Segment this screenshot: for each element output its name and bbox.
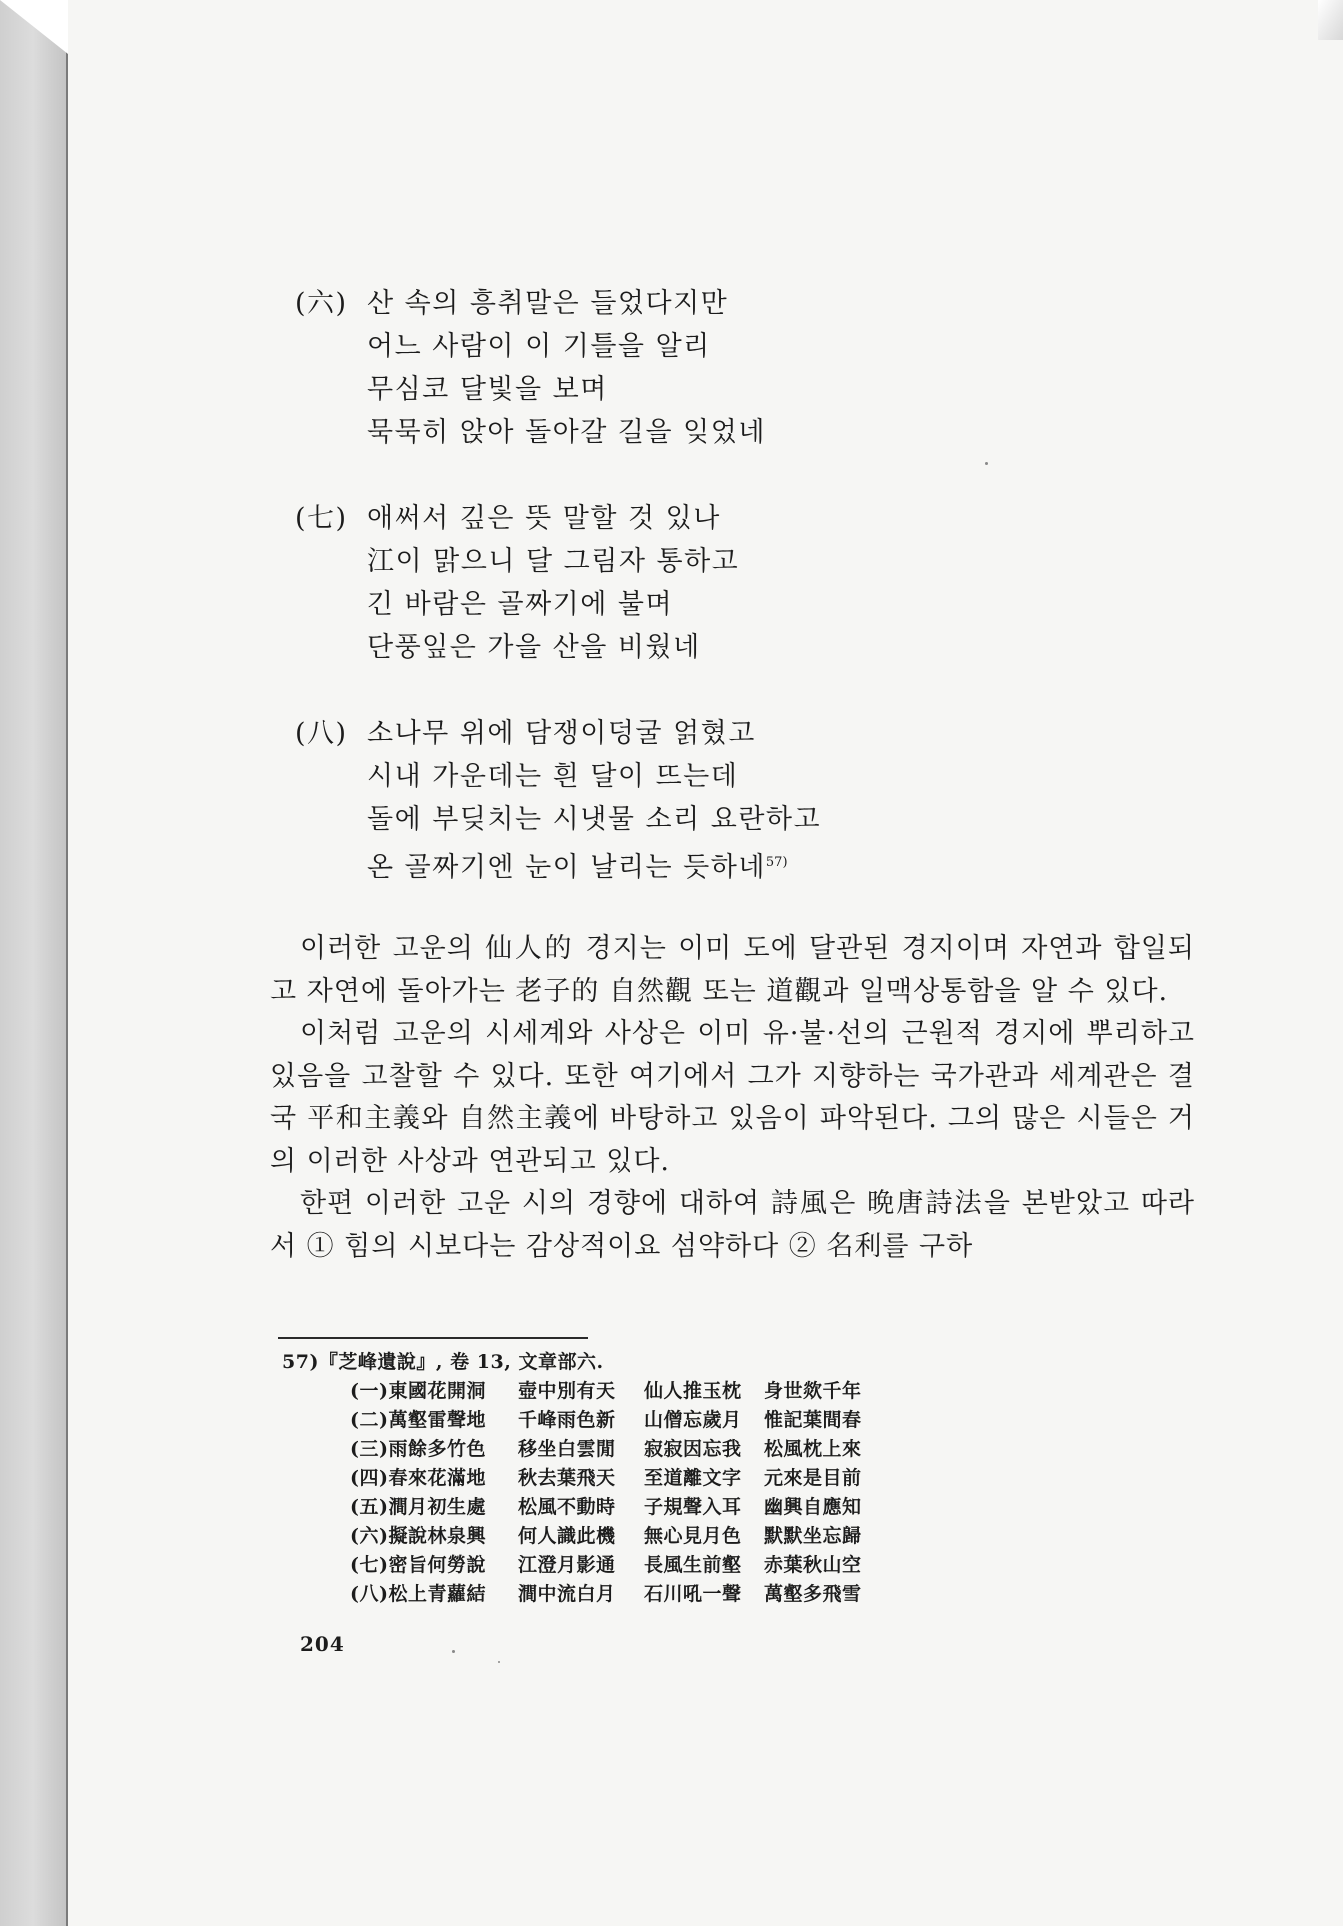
page-corner-shadow [1318, 0, 1343, 40]
poem-number: (六) [295, 288, 348, 319]
page-number: 204 [300, 1632, 345, 1656]
verse-phrase: 山僧忘歲月 [644, 1409, 742, 1431]
footnote-divider [278, 1337, 588, 1339]
poem-line-text: 무심코 달빛을 보며 [367, 374, 608, 405]
poem-line [295, 282, 766, 325]
paragraph: 이처럼 고운의 시세계와 사상은 이미 유·불·선의 근원적 경지에 뿌리하고 있음을 고찰할 수 있다. 또한 여기에서 그가 지향하는 국가관과 세계관은 결국 平和主義와 自然主義에 바탕하고 있음이 파악된다. 그의 많은 시들은 거의 이러한 사상과 연관되고 있다. [270, 1018, 1195, 1177]
poem-line [295, 798, 821, 841]
verse-phrase: 長風生前壑 [644, 1554, 742, 1576]
footnote-verse-row [282, 1377, 884, 1406]
paragraph: 한편 이러한 고운 시의 경향에 대하여 詩風은 晩唐詩法을 본받았고 따라서 ① 힘의 시보다는 감상적이요 섬약하다 ② 名利를 구하 [270, 1188, 1195, 1262]
book-spine [0, 0, 68, 1926]
footnote-verse-row [282, 1464, 884, 1493]
poem-line [295, 755, 821, 798]
verse-phrase: 身世欻千年 [764, 1380, 862, 1402]
poem-line-text: 시내 가운데는 흰 달이 뜨는데 [367, 761, 739, 792]
poem-line [295, 841, 821, 884]
verse-phrase: (六)擬說林泉興 [350, 1525, 486, 1547]
poem-line-text: 돌에 부딪치는 시냇물 소리 요란하고 [367, 804, 822, 835]
poem-stanza-7 [295, 497, 739, 669]
verse-phrase: 仙人推玉枕 [644, 1380, 742, 1402]
verse-phrase: (三)雨餘多竹色 [350, 1438, 486, 1460]
footnote [282, 1348, 884, 1609]
verse-phrase: 松風枕上來 [764, 1438, 862, 1460]
poem-number: (八) [295, 718, 348, 749]
footnote-reference[interactable]: 57) [765, 855, 788, 870]
poem-line [295, 325, 766, 368]
poem-line [295, 540, 739, 583]
poem-line-text: 애써서 깊은 뜻 말할 것 있나 [367, 503, 721, 534]
verse-phrase: 元來是目前 [764, 1467, 862, 1489]
verse-phrase: (五)澗月初生處 [350, 1496, 486, 1518]
paragraph: 이러한 고운의 仙人的 경지는 이미 도에 달관된 경지이며 자연과 합일되고 자연에 돌아가는 老子的 自然觀 또는 道觀과 일맥상통함을 알 수 있다. [270, 933, 1195, 1007]
poem-stanza-8 [295, 712, 821, 884]
footnote-verse-row [282, 1406, 884, 1435]
verse-phrase: 秋去葉飛天 [518, 1467, 616, 1489]
verse-phrase: (一)東國花開洞 [350, 1380, 486, 1402]
verse-phrase: 寂寂因忘我 [644, 1438, 742, 1460]
poem-line-text: 온 골짜기엔 눈이 날리는 듯하네 [367, 852, 766, 883]
poem-line [295, 411, 766, 454]
verse-phrase: 何人識此機 [518, 1525, 616, 1547]
footnote-verse-row [282, 1435, 884, 1464]
poem-line-text: 소나무 위에 담쟁이덩굴 얽혔고 [367, 718, 756, 749]
verse-phrase: (四)春來花滿地 [350, 1467, 486, 1489]
verse-phrase: 無心見月色 [644, 1525, 742, 1547]
verse-phrase: 惟記葉間春 [764, 1409, 862, 1431]
poem-line-text: 江이 맑으니 달 그림자 통하고 [367, 546, 740, 577]
verse-phrase: 赤葉秋山空 [764, 1554, 862, 1576]
poem-number: (七) [295, 503, 348, 534]
verse-phrase: 至道離文字 [644, 1467, 742, 1489]
footnote-verse-row [282, 1580, 884, 1609]
poem-line-text: 어느 사람이 이 기틀을 알리 [367, 331, 711, 362]
verse-phrase: 幽興自應知 [764, 1496, 862, 1518]
scan-speck [985, 462, 988, 465]
verse-phrase: 千峰雨色新 [518, 1409, 616, 1431]
verse-phrase: (八)松上青蘿結 [350, 1583, 486, 1605]
verse-phrase: 壺中別有天 [518, 1380, 616, 1402]
footnote-verse-row [282, 1551, 884, 1580]
poem-stanza-6 [295, 282, 766, 454]
verse-phrase: 澗中流白月 [518, 1583, 616, 1605]
poem-line [295, 368, 766, 411]
verse-phrase: 移坐白雲閒 [518, 1438, 616, 1460]
poem-line-text: 긴 바람은 골짜기에 불며 [367, 589, 674, 620]
poem-line [295, 583, 739, 626]
verse-phrase: 石川吼一聲 [644, 1583, 742, 1605]
poem-line [295, 497, 739, 540]
poem-line [295, 712, 821, 755]
footnote-citation: 57)『芝峰遺說』, 卷 13, 文章部六. [282, 1351, 604, 1373]
footnote-verse-row [282, 1493, 884, 1522]
poem-line-text: 산 속의 흥취말은 들었다지만 [367, 288, 729, 319]
verse-phrase: 松風不動時 [518, 1496, 616, 1518]
verse-phrase: 默默坐忘歸 [764, 1525, 862, 1547]
verse-phrase: 萬壑多飛雪 [764, 1583, 862, 1605]
verse-phrase: (二)萬壑雷聲地 [350, 1409, 486, 1431]
footnote-verse-row [282, 1522, 884, 1551]
verse-phrase: 子規聲入耳 [644, 1496, 742, 1518]
poem-line-text: 묵묵히 앉아 돌아갈 길을 잊었네 [367, 417, 766, 448]
verse-phrase: 江澄月影通 [518, 1554, 616, 1576]
poem-line [295, 626, 739, 669]
body-text [270, 928, 1195, 1268]
scan-speck [498, 1661, 500, 1663]
scan-speck [452, 1650, 455, 1653]
poem-line-text: 단풍잎은 가을 산을 비웠네 [367, 632, 701, 663]
verse-phrase: (七)密旨何勞說 [350, 1554, 486, 1576]
